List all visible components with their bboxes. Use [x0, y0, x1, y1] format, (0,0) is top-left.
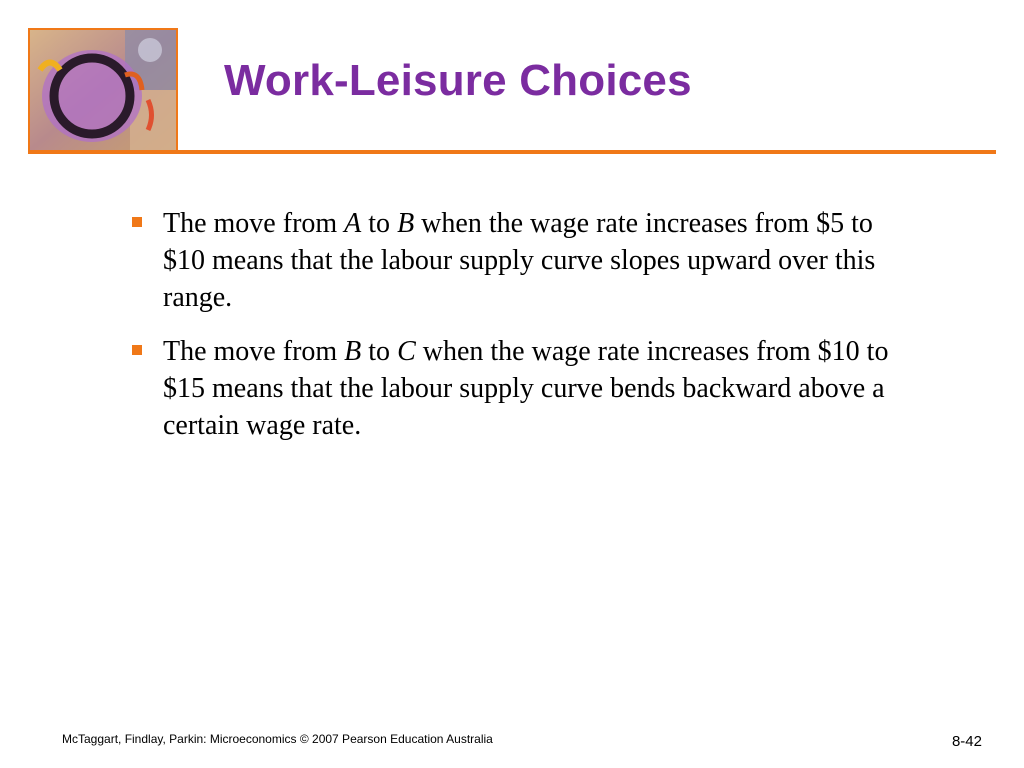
footer-credit: McTaggart, Findlay, Parkin: Microeconomics © 2007 Pearson Education Australia [62, 732, 493, 746]
square-bullet-icon [132, 217, 142, 227]
page-number: 8-42 [951, 733, 982, 750]
bullet-item [130, 205, 910, 316]
abstract-circle-artwork-icon [30, 30, 176, 150]
bullet-text: The move from B to C when the wage rate increases from $10 to $15 means that the labour supply curve bends backward above a certain wage rate. [163, 336, 889, 441]
bullet-text: The move from A to B when the wage rate increases from $5 to $10 means that the labour supply curve slopes upward over this range. [163, 208, 876, 313]
bullet-list [130, 205, 910, 461]
title-divider [28, 150, 996, 154]
slide-title: Work-Leisure Choices [224, 56, 692, 105]
square-bullet-icon [132, 345, 142, 355]
logo-artwork [28, 28, 178, 152]
bullet-item [130, 333, 910, 444]
